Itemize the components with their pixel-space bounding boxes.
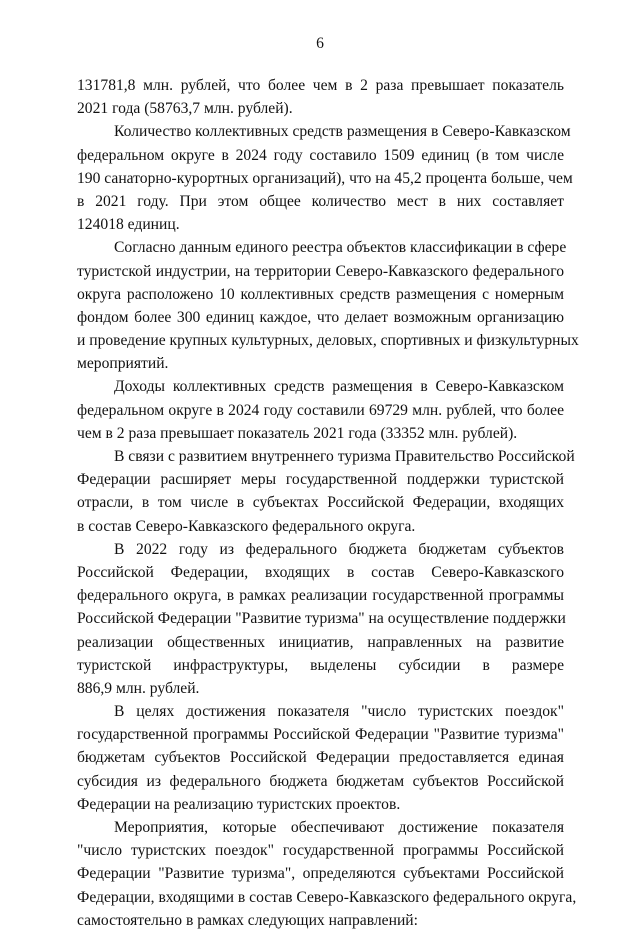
paragraph	[77, 538, 564, 700]
text-line: туристской индустрии, на территории Северо-Кавказского федерального	[77, 262, 564, 280]
text-line: 131781,8 млн. рублей, что более чем в 2 раза превышает показатель	[77, 77, 564, 94]
text-line: в состав Северо-Кавказского федерального округа.	[77, 517, 416, 535]
text-line: в 2021 году. При этом общее количество мест в них составляет	[77, 192, 564, 210]
paragraph	[77, 445, 575, 538]
paragraph	[77, 375, 564, 445]
paragraph	[77, 816, 577, 932]
text-line: государственной программы Российской Федерации "Развитие туризма"	[77, 726, 564, 744]
text-line: 886,9 млн. рублей.	[77, 679, 200, 697]
text-line: В целях достижения показателя "число туристских поездок"	[114, 703, 564, 721]
text-line: Согласно данным единого реестра объектов классификации в сфере	[114, 239, 567, 257]
text-line: мероприятий.	[77, 355, 169, 373]
paragraph	[77, 120, 573, 236]
text-line: 190 санаторно-курортных организаций), что на 45,2 процента больше, чем	[77, 169, 573, 187]
text-line: бюджетам субъектов Российской Федерации предоставляется единая	[77, 749, 564, 767]
text-line: федеральном округе в 2024 году составило 1509 единиц (в том числе	[77, 146, 564, 164]
document-body	[77, 74, 579, 932]
text-line: туристской инфраструктуры, выделены субсидии в размере	[77, 656, 564, 674]
text-line: самостоятельно в рамках следующих направлений:	[77, 911, 418, 929]
paragraph	[77, 700, 564, 816]
page-number: 6	[316, 35, 324, 52]
text-line: 124018 единиц.	[77, 216, 180, 234]
text-line: 2021 года (58763,7 млн. рублей).	[77, 100, 293, 118]
text-line: Российской Федерации "Развитие туризма" на осуществление поддержки	[77, 610, 566, 628]
text-line: фондом более 300 единиц каждое, что делает возможным организацию	[77, 308, 564, 326]
text-line: федерального округа, в рамках реализации государственной программы	[77, 587, 564, 605]
text-line: Мероприятия, которые обеспечивают достижение показателя	[114, 819, 564, 836]
text-line: Российской Федерации, входящих в состав Северо-Кавказского	[77, 563, 564, 581]
text-line: Доходы коллективных средств размещения в Северо-Кавказском	[114, 378, 564, 396]
text-line: Количество коллективных средств размещения в Северо-Кавказском	[114, 123, 571, 141]
text-line: и проведение крупных культурных, деловых, спортивных и физкультурных	[77, 332, 579, 350]
text-line: Федерации "Развитие туризма", определяются субъектами Российской	[77, 865, 564, 883]
text-line: субсидия из федерального бюджета бюджетам субъектов Российской	[77, 772, 564, 790]
paragraph	[77, 74, 564, 120]
text-line: округа расположено 10 коллективных средств размещения с номерным	[77, 285, 564, 303]
text-line: федеральном округе в 2024 году составили 69729 млн. рублей, что более	[77, 401, 564, 419]
text-line: чем в 2 раза превышает показатель 2021 года (33352 млн. рублей).	[77, 424, 518, 442]
text-line: реализации общественных инициатив, направленных на развитие	[77, 633, 564, 651]
text-line: В 2022 году из федерального бюджета бюджетам субъектов	[114, 540, 564, 558]
paragraph	[77, 236, 579, 375]
text-line: Федерации расширяет меры государственной поддержки туристской	[77, 471, 564, 489]
text-line: отрасли, в том числе в субъектах Российской Федерации, входящих	[77, 494, 564, 512]
text-line: "число туристских поездок" государственной программы Российской	[77, 842, 564, 860]
text-line: Федерации, входящими в состав Северо-Кавказского федерального округа,	[77, 888, 577, 906]
text-line: В связи с развитием внутреннего туризма Правительство Российской	[114, 448, 575, 465]
text-line: Федерации на реализацию туристских проектов.	[77, 795, 401, 813]
